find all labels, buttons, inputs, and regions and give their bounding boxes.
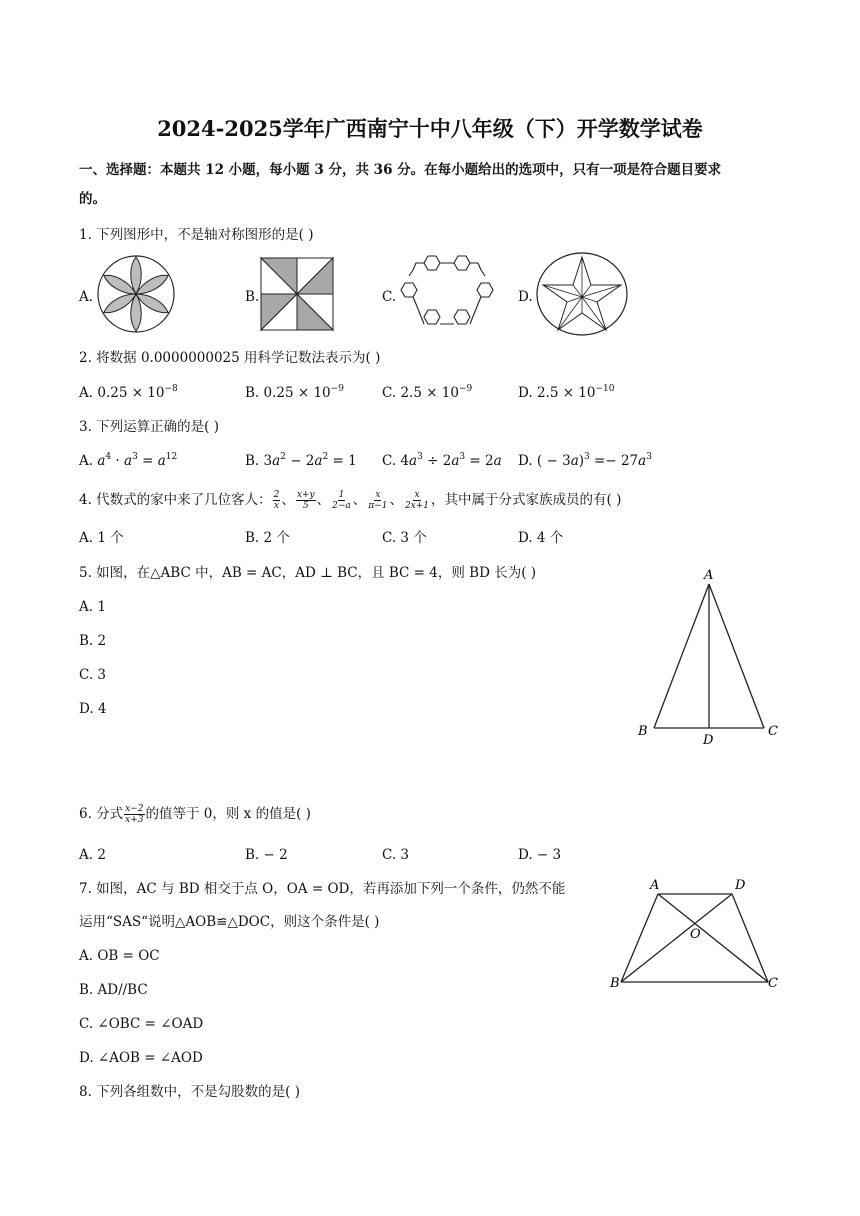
q2-option-b: B. $0.25 \times 10^{-9}$ (245, 384, 344, 401)
q7-stem-line2: 运用“SAS“说明△AOB≌△DOC，则这个条件是( ) (79, 914, 380, 930)
q2-option-a: A. $0.25 \times 10^{-8}$ (79, 384, 178, 401)
q1-option-a-label: A. (79, 289, 94, 305)
q5-label-b: B (638, 724, 648, 739)
q1-figure-b-pinwheel (261, 258, 333, 330)
q3-option-a: A. $a^4 \cdot a^3 = a^{12}$ (79, 452, 178, 469)
q3-option-b: B. $3a^2 - 2a^2 = 1$ (245, 452, 357, 469)
q7-trapezoid-figure (608, 874, 784, 994)
q3-option-d: D. ( − $3a)^3 =- 27a^3$ (518, 452, 652, 469)
q1-option-d-label: D. (518, 289, 533, 305)
q4-option-b: B. 2 个 (245, 530, 290, 546)
q7-label-a: A (650, 878, 660, 893)
q6-option-b: B. − 2 (245, 847, 288, 863)
q1-figure-c-hexagon-ring (399, 254, 495, 336)
q7-label-b: B (610, 976, 620, 991)
section-heading-line1: 一、选择题：本题共 12 小题，每小题 3 分，共 36 分。在每小题给出的选项中，只有一项是符合题目要求 (79, 162, 722, 178)
q4-fraction-5: $\frac{x}{2x+1}$ (404, 490, 430, 511)
q2-stem: 2. 将数据 0.0000000025 用科学记数法表示为( ) (79, 350, 381, 366)
q5-option-c: C. 3 (79, 667, 107, 683)
q4-fraction-4: $\frac{x}{\pi-1}$ (368, 490, 388, 511)
q7-label-o: O (690, 927, 701, 942)
q7-label-d: D (735, 878, 746, 893)
q6-option-d: D. − 3 (518, 847, 562, 863)
q6-option-c: C. 3 (382, 847, 410, 863)
q5-label-c: C (768, 724, 778, 739)
section-heading-line2: 的。 (79, 191, 106, 207)
q1-option-b-label: B. (245, 289, 260, 305)
q7-option-c: C. ∠OBC = ∠OAD (79, 1016, 204, 1032)
q7-option-b: B. AD//BC (79, 982, 148, 998)
q8-stem: 8. 下列各组数中，不是勾股数的是( ) (79, 1084, 300, 1100)
q4-option-a: A. 1 个 (79, 530, 124, 546)
q4-option-d: D. 4 个 (518, 530, 564, 546)
q5-triangle-figure (632, 564, 784, 748)
q5-option-d: D. 4 (79, 701, 107, 717)
q1-stem: 1. 下列图形中，不是轴对称图形的是( ) (79, 227, 314, 243)
q5-option-b: B. 2 (79, 633, 107, 649)
q7-stem-line1: 7. 如图，AC 与 BD 相交于点 O，OA = OD，若再添加下列一个条件，仍然不能 (79, 881, 566, 897)
q6-option-a: A. 2 (79, 847, 106, 863)
q7-label-c: C (768, 976, 778, 991)
q4-fraction-2: $\frac{x+y}{5}$ (296, 490, 315, 511)
q6-fraction: $\frac{x-2}{x+3}$ (125, 804, 144, 825)
q2-option-d: D. $2.5 \times 10^{-10}$ (518, 384, 615, 401)
q4-option-c: C. 3 个 (382, 530, 427, 546)
q5-label-a: A (704, 568, 714, 583)
q7-option-a: A. OB = OC (79, 948, 160, 964)
q5-label-d: D (703, 733, 714, 748)
q2-option-c: C. $2.5 \times 10^{-9}$ (382, 384, 473, 401)
q4-stem: 4. 代数式的家中来了几位客人： $\frac{2}{x}$ 、 $\frac{x+y}{5}$ 、 $\frac{1}{2-a}$ 、 $\frac{x}{\pi-1}$ 、 $\frac{x}{2x+1}$ ，其中属于分式家族成员的有( ) (79, 490, 622, 511)
q6-stem: 6. 分式 $\frac{x-2}{x+3}$ 的值等于 0，则 x 的值是( ) (79, 804, 311, 825)
page-title: 2024-2025学年广西南宁十中八年级（下）开学数学试卷 (157, 116, 703, 141)
q1-figure-a-flower (96, 254, 176, 334)
q1-figure-d-star (536, 252, 628, 336)
q7-option-d: D. ∠AOB = ∠AOD (79, 1050, 203, 1066)
q5-option-a: A. 1 (79, 599, 106, 615)
q3-option-c: C. $4a^3 \div 2a^3 = 2a$ (382, 452, 502, 469)
q1-option-c-label: C. (382, 289, 397, 305)
q5-stem: 5. 如图，在△ABC 中，AB = AC，AD ⊥ BC，且 BC = 4，则 BD 长为( ) (79, 565, 537, 581)
q4-fraction-1: $\frac{2}{x}$ (273, 490, 280, 511)
q3-stem: 3. 下列运算正确的是( ) (79, 419, 219, 435)
q4-fraction-3: $\frac{1}{2-a}$ (332, 490, 351, 511)
